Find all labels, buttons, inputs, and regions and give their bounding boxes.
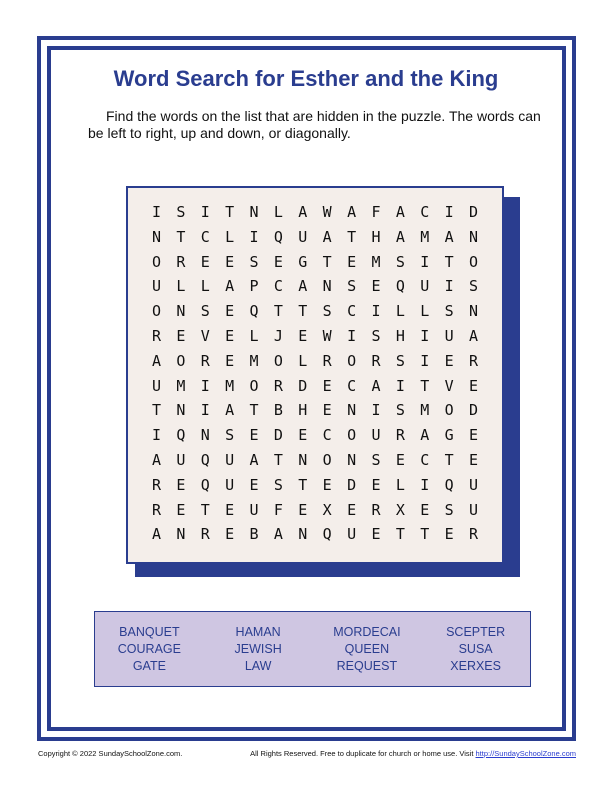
- grid-cell[interactable]: E: [395, 450, 405, 469]
- grid-cell[interactable]: Q: [200, 475, 210, 494]
- grid-cell[interactable]: I: [151, 203, 161, 221]
- word-list-item: COURAGE: [117, 642, 181, 656]
- grid-cell[interactable]: R: [200, 351, 210, 370]
- grid-cell[interactable]: O: [249, 376, 259, 395]
- grid-cell[interactable]: A: [151, 351, 161, 370]
- grid-cell[interactable]: R: [469, 351, 479, 370]
- grid-cell[interactable]: T: [273, 302, 283, 321]
- grid-cell[interactable]: J: [273, 326, 283, 345]
- grid-cell[interactable]: U: [347, 525, 357, 544]
- word-list-item: JEWISH: [234, 642, 282, 656]
- grid-cell[interactable]: R: [469, 525, 479, 544]
- grid-cell[interactable]: A: [444, 227, 454, 246]
- grid-cell[interactable]: A: [395, 203, 405, 221]
- grid-cell[interactable]: O: [176, 351, 186, 370]
- grid-cell[interactable]: N: [176, 302, 186, 321]
- grid-cell[interactable]: R: [371, 500, 381, 519]
- grid-cell[interactable]: A: [151, 525, 161, 544]
- grid-cell[interactable]: E: [322, 376, 332, 395]
- grid-cell[interactable]: E: [298, 426, 308, 445]
- word-list-item: SUSA: [458, 642, 493, 656]
- grid-cell[interactable]: A: [249, 450, 259, 469]
- grid-cell[interactable]: E: [469, 450, 479, 469]
- grid-cell[interactable]: T: [200, 500, 210, 519]
- grid-cell[interactable]: I: [420, 475, 430, 494]
- grid-cell[interactable]: N: [322, 277, 332, 296]
- grid-cell[interactable]: C: [347, 376, 357, 395]
- grid-cell[interactable]: T: [298, 302, 308, 321]
- grid-row: [128, 324, 502, 349]
- grid-cell[interactable]: T: [273, 450, 283, 469]
- grid-cell[interactable]: F: [273, 500, 283, 519]
- grid-cell[interactable]: U: [371, 426, 381, 445]
- word-list-item: QUEEN: [344, 642, 390, 656]
- grid-cell[interactable]: A: [322, 227, 332, 246]
- page-title: Word Search for Esther and the King: [113, 66, 499, 91]
- grid-cell[interactable]: N: [176, 525, 186, 544]
- grid-cell[interactable]: C: [273, 277, 283, 296]
- grid-cell[interactable]: L: [395, 475, 405, 494]
- grid-cell[interactable]: O: [347, 351, 357, 370]
- word-list-item: MORDECAI: [333, 625, 401, 639]
- grid-cell[interactable]: L: [273, 203, 283, 221]
- grid-cell[interactable]: E: [225, 351, 235, 370]
- grid-cell[interactable]: E: [371, 475, 381, 494]
- grid-cell[interactable]: A: [371, 376, 381, 395]
- grid-cell[interactable]: I: [200, 401, 210, 420]
- grid-cell[interactable]: S: [395, 401, 405, 420]
- grid-cell[interactable]: L: [225, 227, 235, 246]
- grid-cell[interactable]: N: [469, 302, 479, 321]
- grid-row: [128, 473, 502, 498]
- grid-cell[interactable]: D: [347, 475, 357, 494]
- grid-cell[interactable]: E: [200, 252, 210, 271]
- grid-cell[interactable]: B: [273, 401, 283, 420]
- grid-cell[interactable]: W: [322, 203, 332, 221]
- grid-row: [128, 498, 502, 523]
- grid-cell[interactable]: Q: [322, 525, 332, 544]
- grid-cell[interactable]: O: [347, 426, 357, 445]
- grid-cell[interactable]: Q: [200, 450, 210, 469]
- grid-cell[interactable]: N: [469, 227, 479, 246]
- grid-cell[interactable]: M: [225, 376, 235, 395]
- grid-cell[interactable]: N: [347, 401, 357, 420]
- grid-cell[interactable]: C: [200, 227, 210, 246]
- word-list-item: GATE: [132, 659, 166, 673]
- grid-cell[interactable]: I: [395, 376, 405, 395]
- grid-cell[interactable]: E: [176, 326, 186, 345]
- grid-cell[interactable]: A: [151, 450, 161, 469]
- grid-cell[interactable]: I: [371, 401, 381, 420]
- grid-cell[interactable]: S: [200, 302, 210, 321]
- grid-cell[interactable]: R: [322, 351, 332, 370]
- grid-cell[interactable]: E: [469, 376, 479, 395]
- grid-cell[interactable]: B: [249, 525, 259, 544]
- word-list-item: REQUEST: [336, 659, 398, 673]
- grid-cell[interactable]: L: [395, 302, 405, 321]
- grid-cell[interactable]: E: [371, 277, 381, 296]
- grid-cell[interactable]: T: [444, 252, 454, 271]
- grid-cell[interactable]: D: [469, 203, 479, 221]
- grid-cell[interactable]: R: [395, 426, 405, 445]
- grid-cell[interactable]: I: [420, 326, 430, 345]
- grid-cell[interactable]: L: [298, 351, 308, 370]
- grid-cell[interactable]: U: [444, 326, 454, 345]
- grid-cell[interactable]: U: [469, 500, 479, 519]
- grid-cell[interactable]: S: [371, 450, 381, 469]
- grid-cell[interactable]: Q: [273, 227, 283, 246]
- grid-cell[interactable]: E: [371, 525, 381, 544]
- grid-cell[interactable]: I: [151, 426, 161, 445]
- grid-cell[interactable]: A: [420, 426, 430, 445]
- grid-cell[interactable]: T: [249, 401, 259, 420]
- grid-cell[interactable]: D: [469, 401, 479, 420]
- grid-cell[interactable]: A: [469, 326, 479, 345]
- grid-row: [128, 349, 502, 374]
- grid-cell[interactable]: S: [395, 351, 405, 370]
- grid-cell[interactable]: G: [298, 252, 308, 271]
- grid-cell[interactable]: C: [322, 426, 332, 445]
- grid-cell[interactable]: E: [225, 326, 235, 345]
- grid-cell[interactable]: V: [444, 376, 454, 395]
- grid-row: [128, 299, 502, 324]
- grid-cell[interactable]: E: [273, 252, 283, 271]
- grid-cell[interactable]: A: [298, 277, 308, 296]
- grid-row: [128, 274, 502, 299]
- grid-cell[interactable]: I: [347, 326, 357, 345]
- grid-cell[interactable]: O: [151, 302, 161, 321]
- grid-cell[interactable]: N: [249, 203, 259, 221]
- grid-row: [128, 423, 502, 448]
- grid-cell[interactable]: M: [420, 227, 430, 246]
- grid-cell[interactable]: S: [395, 252, 405, 271]
- grid-cell[interactable]: T: [395, 525, 405, 544]
- grid-cell[interactable]: Q: [249, 302, 259, 321]
- grid-cell[interactable]: P: [249, 277, 259, 296]
- grid-cell[interactable]: U: [176, 450, 186, 469]
- grid-cell[interactable]: E: [420, 500, 430, 519]
- grid-cell[interactable]: A: [225, 401, 235, 420]
- grid-cell[interactable]: A: [395, 227, 405, 246]
- grid-cell[interactable]: A: [273, 525, 283, 544]
- grid-cell[interactable]: S: [176, 203, 186, 221]
- grid-cell[interactable]: Q: [395, 277, 405, 296]
- grid-cell[interactable]: Q: [176, 426, 186, 445]
- word-list-item: SCEPTER: [446, 625, 506, 639]
- grid-cell[interactable]: A: [298, 203, 308, 221]
- grid-cell[interactable]: L: [176, 277, 186, 296]
- grid-cell[interactable]: W: [322, 326, 332, 345]
- grid-cell[interactable]: T: [420, 525, 430, 544]
- grid-row: [128, 374, 502, 399]
- grid-cell[interactable]: E: [298, 500, 308, 519]
- grid-cell[interactable]: S: [469, 277, 479, 296]
- grid-cell[interactable]: T: [347, 227, 357, 246]
- word-list-item: BANQUET: [119, 625, 180, 639]
- grid-cell[interactable]: U: [225, 450, 235, 469]
- grid-cell[interactable]: C: [420, 203, 430, 221]
- grid-cell[interactable]: Q: [444, 475, 454, 494]
- word-list-item: XERXES: [450, 659, 501, 673]
- grid-cell[interactable]: S: [225, 426, 235, 445]
- rights-statement: All Rights Reserved. Free to duplicate for church or home use. Visit: [250, 749, 474, 758]
- grid-cell[interactable]: E: [249, 475, 259, 494]
- grid-cell[interactable]: M: [249, 351, 259, 370]
- grid-cell[interactable]: O: [444, 401, 454, 420]
- grid-cell[interactable]: R: [273, 376, 283, 395]
- grid-cell[interactable]: O: [322, 450, 332, 469]
- copyright-text: Copyright © 2022 SundaySchoolZone.com.: [38, 749, 183, 758]
- grid-cell[interactable]: E: [225, 252, 235, 271]
- grid-cell[interactable]: U: [298, 227, 308, 246]
- grid-cell[interactable]: R: [176, 252, 186, 271]
- instructions: Find the words on the list that are hidden in the puzzle. The words can be left to right, up and down, or diagonally.: [88, 108, 541, 141]
- grid-cell[interactable]: M: [420, 401, 430, 420]
- grid-cell[interactable]: E: [249, 426, 259, 445]
- grid-cell[interactable]: R: [151, 475, 161, 494]
- grid-cell[interactable]: E: [176, 500, 186, 519]
- grid-cell[interactable]: H: [298, 401, 308, 420]
- grid-row: [128, 522, 502, 547]
- grid-cell[interactable]: M: [176, 376, 186, 395]
- grid-cell[interactable]: E: [347, 252, 357, 271]
- grid-cell[interactable]: E: [444, 525, 454, 544]
- grid-cell[interactable]: H: [371, 227, 381, 246]
- grid-cell[interactable]: G: [444, 426, 454, 445]
- grid-cell[interactable]: R: [371, 351, 381, 370]
- grid-cell[interactable]: O: [469, 252, 479, 271]
- grid-cell[interactable]: I: [200, 203, 210, 221]
- grid-cell[interactable]: C: [420, 450, 430, 469]
- grid-cell[interactable]: R: [151, 326, 161, 345]
- grid-cell[interactable]: N: [176, 401, 186, 420]
- grid-cell[interactable]: H: [395, 326, 405, 345]
- grid-row: [128, 398, 502, 423]
- grid-cell[interactable]: O: [273, 351, 283, 370]
- grid-cell[interactable]: I: [371, 302, 381, 321]
- grid-cell[interactable]: L: [200, 277, 210, 296]
- grid-cell[interactable]: T: [444, 450, 454, 469]
- letter-grid: [128, 200, 502, 547]
- grid-cell[interactable]: S: [371, 326, 381, 345]
- grid-cell[interactable]: I: [444, 203, 454, 221]
- grid-cell[interactable]: S: [273, 475, 283, 494]
- grid-cell[interactable]: T: [176, 227, 186, 246]
- grid-cell[interactable]: T: [151, 401, 161, 420]
- grid-cell[interactable]: A: [225, 277, 235, 296]
- grid-cell[interactable]: U: [469, 475, 479, 494]
- rights-text: [250, 749, 576, 758]
- grid-cell[interactable]: U: [249, 500, 259, 519]
- grid-cell[interactable]: R: [200, 525, 210, 544]
- grid-cell[interactable]: S: [444, 302, 454, 321]
- grid-row: [128, 448, 502, 473]
- grid-cell[interactable]: U: [420, 277, 430, 296]
- word-list-item: HAMAN: [235, 625, 281, 639]
- grid-cell[interactable]: F: [371, 203, 381, 221]
- grid-cell[interactable]: I: [200, 376, 210, 395]
- grid-cell[interactable]: E: [444, 351, 454, 370]
- grid-cell[interactable]: A: [347, 203, 357, 221]
- word-list-item: LAW: [244, 659, 272, 673]
- grid-cell[interactable]: V: [200, 326, 210, 345]
- grid-row: [128, 225, 502, 250]
- grid-cell[interactable]: E: [469, 426, 479, 445]
- grid-cell[interactable]: X: [322, 500, 332, 519]
- grid-cell[interactable]: N: [298, 525, 308, 544]
- website-link[interactable]: http://SundaySchoolZone.com: [475, 749, 576, 758]
- grid-cell[interactable]: E: [322, 475, 332, 494]
- puzzle-box: [126, 186, 504, 564]
- grid-cell[interactable]: T: [420, 376, 430, 395]
- grid-cell[interactable]: S: [444, 500, 454, 519]
- grid-cell[interactable]: E: [225, 302, 235, 321]
- grid-cell[interactable]: E: [347, 500, 357, 519]
- grid-row: [128, 250, 502, 275]
- grid-cell[interactable]: C: [347, 302, 357, 321]
- grid-cell[interactable]: L: [420, 302, 430, 321]
- grid-cell[interactable]: X: [395, 500, 405, 519]
- grid-cell[interactable]: T: [298, 475, 308, 494]
- grid-cell[interactable]: D: [273, 426, 283, 445]
- grid-cell[interactable]: U: [225, 475, 235, 494]
- grid-cell[interactable]: S: [249, 252, 259, 271]
- grid-row: [128, 200, 502, 225]
- grid-cell[interactable]: U: [151, 376, 161, 395]
- grid-cell[interactable]: T: [225, 203, 235, 221]
- grid-cell[interactable]: M: [371, 252, 381, 271]
- grid-cell[interactable]: N: [151, 227, 161, 246]
- grid-cell[interactable]: D: [298, 376, 308, 395]
- grid-cell[interactable]: N: [347, 450, 357, 469]
- grid-cell[interactable]: E: [322, 401, 332, 420]
- grid-cell[interactable]: I: [249, 227, 259, 246]
- grid-cell[interactable]: E: [298, 326, 308, 345]
- grid-cell[interactable]: I: [420, 351, 430, 370]
- grid-cell[interactable]: O: [151, 252, 161, 271]
- grid-cell[interactable]: S: [322, 302, 332, 321]
- grid-cell[interactable]: E: [225, 525, 235, 544]
- grid-cell[interactable]: N: [200, 426, 210, 445]
- grid-cell[interactable]: S: [347, 277, 357, 296]
- grid-cell[interactable]: N: [298, 450, 308, 469]
- grid-cell[interactable]: L: [249, 326, 259, 345]
- grid-cell[interactable]: E: [225, 500, 235, 519]
- grid-cell[interactable]: T: [322, 252, 332, 271]
- grid-cell[interactable]: U: [151, 277, 161, 296]
- word-list: [94, 611, 531, 687]
- grid-cell[interactable]: I: [420, 252, 430, 271]
- grid-cell[interactable]: I: [444, 277, 454, 296]
- grid-cell[interactable]: R: [151, 500, 161, 519]
- grid-cell[interactable]: E: [176, 475, 186, 494]
